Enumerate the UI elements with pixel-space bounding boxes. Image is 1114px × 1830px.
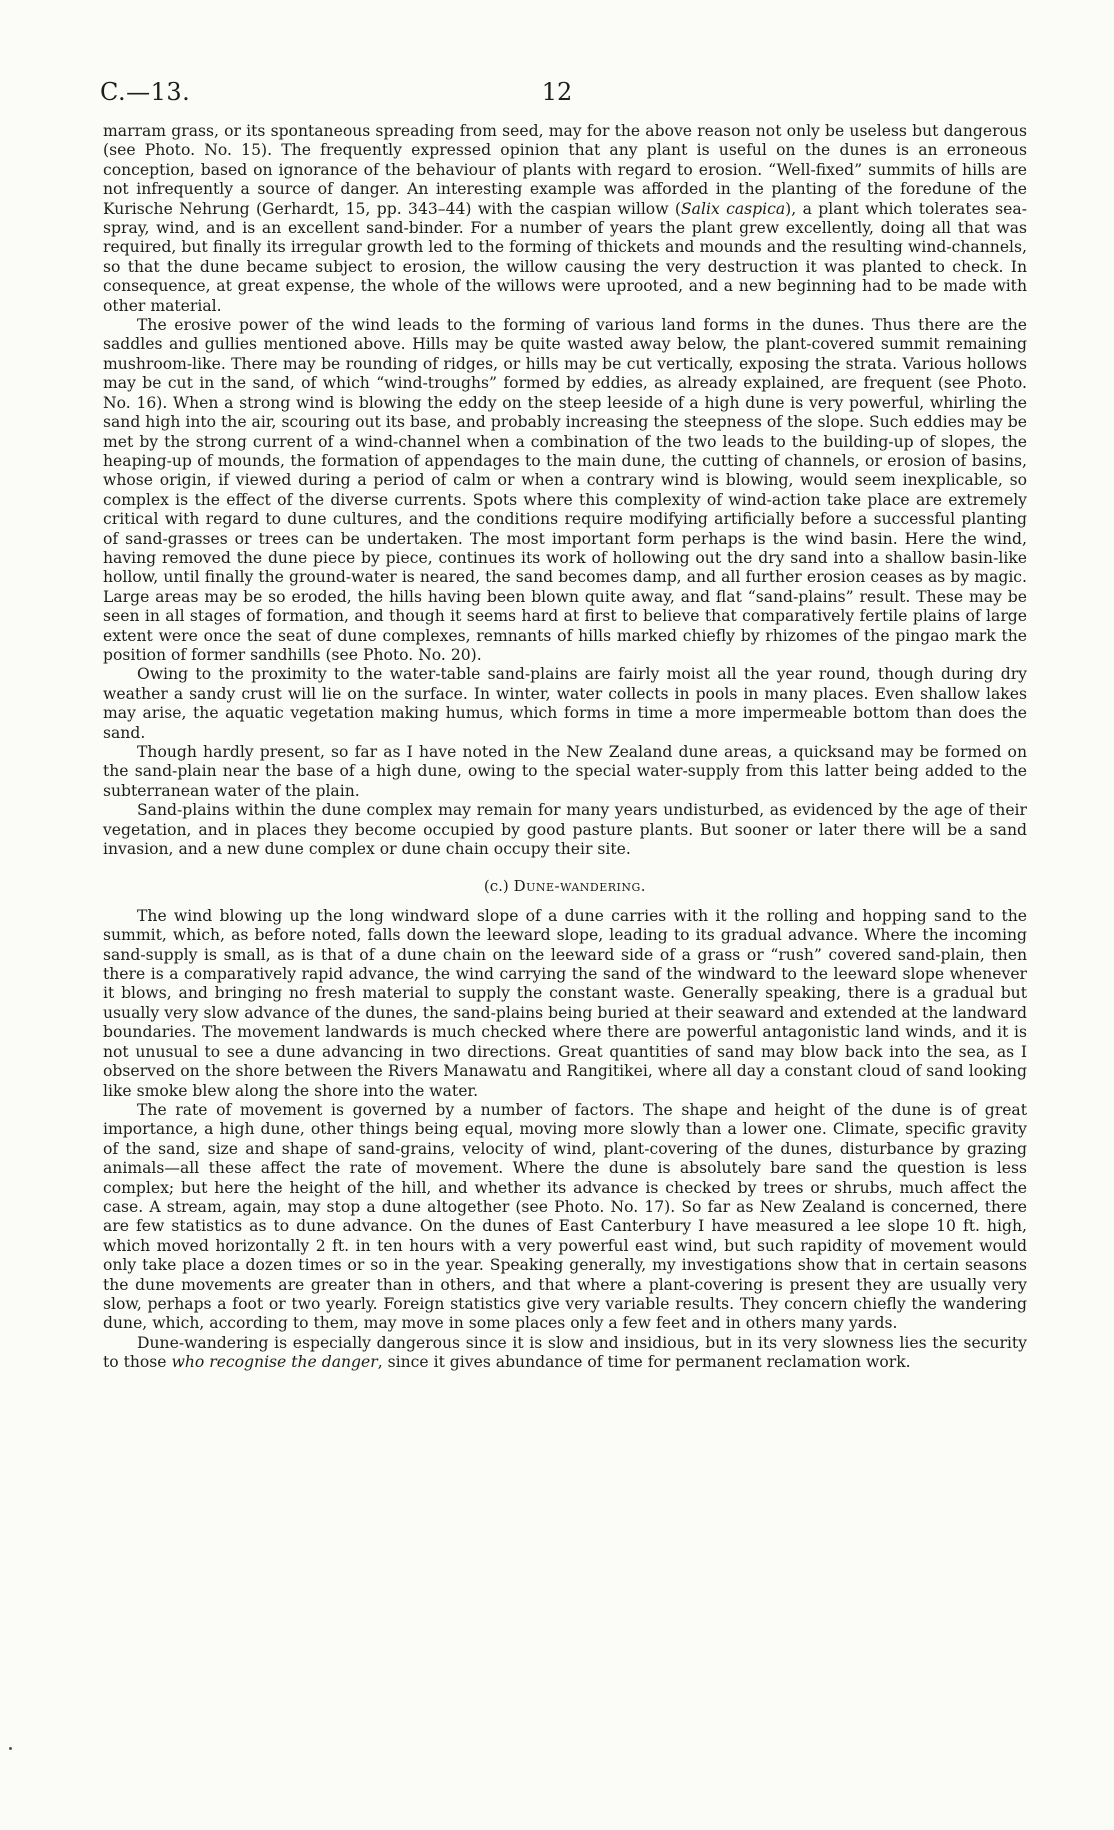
section-heading-prefix: (c.) xyxy=(483,877,514,896)
italic-phrase: who recognise the danger xyxy=(171,1353,378,1372)
page-number: 12 xyxy=(541,78,573,106)
paragraph-water-table: Owing to the proximity to the water-table sand-plains are fairly moist all the year round, though during dry weather a sandy crust will lie on the surface. In winter, water collects in pools in many places. Even shallow lakes may arise, the aquatic vegetation making humus, which forms in time a more impermeable bottom than does the sand. xyxy=(103,665,1027,742)
paragraph-willow-example xyxy=(103,122,1027,316)
paragraph-sand-plains: Sand-plains within the dune complex may remain for many years undisturbed, as evidenced by the age of their vegetation, and in places they become occupied by good pasture plants. But sooner or later there will be a sand invasion, and a new dune complex or dune chain occupy their site. xyxy=(103,801,1027,859)
italic-species-name: Salix caspica xyxy=(681,199,786,218)
paragraph-text: marram grass, or its spontaneous spreading from seed, may for the above reason not only be useless but dangerous (see Photo. No. 15). The frequently expressed opinion that any plant is useful on the dunes is an erroneous conception, based on ignorance of the behaviour of plants with regard to erosion. “Well-fixed” summits of hills are not infrequently a source of danger. An interesting example was afforded in the planting of the foredune of the Kurische Nehrung (Gerhardt, 15, pp. 343–44) with the caspian willow ( xyxy=(103,122,1027,218)
paragraph-quicksand: Though hardly present, so far as I have noted in the New Zealand dune areas, a quicksand may be formed on the sand-plain near the base of a high dune, owing to the special water-supply from this latter being added to the subterranean water of the plain. xyxy=(103,743,1027,800)
document-code: C.—13. xyxy=(100,78,191,106)
paragraph-rate-of-movement: The rate of movement is governed by a number of factors. The shape and height of the dune is of great importance, a high dune, other things being equal, moving more slowly than a lower one. Climate, specific gravity of the sand, size and shape of sand-grains, velocity of wind, plant-covering of the dunes, disturbance by grazing animals—all these affect the rate of movement. Where the dune is absolutely bare sand the question is less complex; but here the height of the hill, and whether its advance is checked by trees or shrubs, much affect the case. A stream, again, may stop a dune altogether (see Photo. No. 17). So far as New Zealand is concerned, there are few statistics as to dune advance. On the dunes of East Canterbury I have measured a lee slope 10 ft. high, which moved horizontally 2 ft. in ten hours with a very powerful east wind, but such rapidity of movement would only take place a dozen times or so in the year. Speaking generally, my investigations show that in certain seasons the dune movements are greater than in others, and that where a plant-covering is present they are usually very slow, perhaps a foot or two yearly. Foreign statistics give very variable results. They concern chiefly the wandering dune, which, according to them, may move in some places only a few feet and in others many yards. xyxy=(103,1100,1027,1333)
paragraph-erosive-power: The erosive power of the wind leads to the forming of various land forms in the dunes. Thus there are the saddles and gullies mentioned above. Hills may be quite wasted away below, the plant-covered summit remaining mushroom-like. There may be rounding of ridges, or hills may be cut vertically, exposing the strata. Various hollows may be cut in the sand, of which “wind-troughs” formed by eddies, as already explained, are frequent (see Photo. No. 16). When a strong wind is blowing the eddy on the steep leeside of a high dune is very powerful, whirling the sand high into the air, scouring out its base, and probably increasing the steepness of the slope. Such eddies may be met by the strong current of a wind-channel when a combination of the two leads to the building-up of slopes, the heaping-up of mounds, the formation of appendages to the main dune, the cutting of channels, or erosion of basins, whose origin, if viewed during a period of calm or when a contrary wind is blowing, would seem inexplicable, so complex is the effect of the diverse currents. Spots where this complexity of wind-action take place are extremely critical with regard to dune cultures, and the conditions require modifying artificially before a successful planting of sand-grasses or trees can be undertaken. The most important form perhaps is the wind basin. Here the wind, having removed the dune piece by piece, continues its work of hollowing out the dry sand into a shallow basin-like hollow, until finally the ground-water is neared, the sand becomes damp, and all further erosion ceases as by magic. Large areas may be so eroded, the hills having been blown quite away, and flat “sand-plains” result. These may be seen in all stages of formation, and though it seems hard at first to believe that comparatively fertile plains of large extent were once the seat of dune complexes, remnants of hills marked chiefly by rhizomes of the pingao mark the position of former sandhills (see Photo. No. 20). xyxy=(103,316,1027,664)
body-text xyxy=(103,122,1027,1373)
paragraph-dune-wandering-danger xyxy=(103,1334,1027,1373)
paragraph-text: , since it gives abundance of time for permanent reclamation work. xyxy=(377,1353,911,1372)
paragraph-text: Dune-wandering is especially dangerous since it is slow and insidious, but in its very slowness lies the security to those xyxy=(103,1333,1027,1372)
section-heading xyxy=(103,877,1027,896)
paragraph-text: ), a plant which tolerates sea-spray, wind, and is an excellent sand-binder. For a number of years the plant grew excellently, doing all that was required, but finally its irregular growth led to the forming of thickets and mounds and the resulting wind-channels, so that the dune became subject to erosion, the willow causing the very destruction it was planted to check. In consequence, at great expense, the whole of the willows were uprooted, and a new beginning had to be made with other material. xyxy=(103,199,1027,315)
margin-mark xyxy=(9,1747,12,1750)
section-heading-title: Dune-wandering. xyxy=(513,877,647,896)
page-header xyxy=(100,78,1014,118)
paragraph-wind-slope: The wind blowing up the long windward slope of a dune carries with it the rolling and hopping sand to the summit, which, as before noted, falls down the leeward slope, leading to its gradual advance. Where the incoming sand-supply is small, as is that of a dune chain on the leeward side of a grass or “rush” covered sand-plain, then there is a comparatively rapid advance, the wind carrying the sand of the windward to the leeward slope whenever it blows, and bringing no fresh material to supply the constant waste. Generally speaking, there is a gradual but usually very slow advance of the dunes, the sand-plains being buried at their seaward and extended at the landward boundaries. The movement landwards is much checked where there are powerful antagonistic land winds, and it is not unusual to see a dune advancing in two directions. Great quantities of sand may blow back into the sea, as I observed on the shore between the Rivers Manawatu and Rangitikei, where all day a constant cloud of sand looking like smoke blew along the shore into the water. xyxy=(103,906,1027,1100)
